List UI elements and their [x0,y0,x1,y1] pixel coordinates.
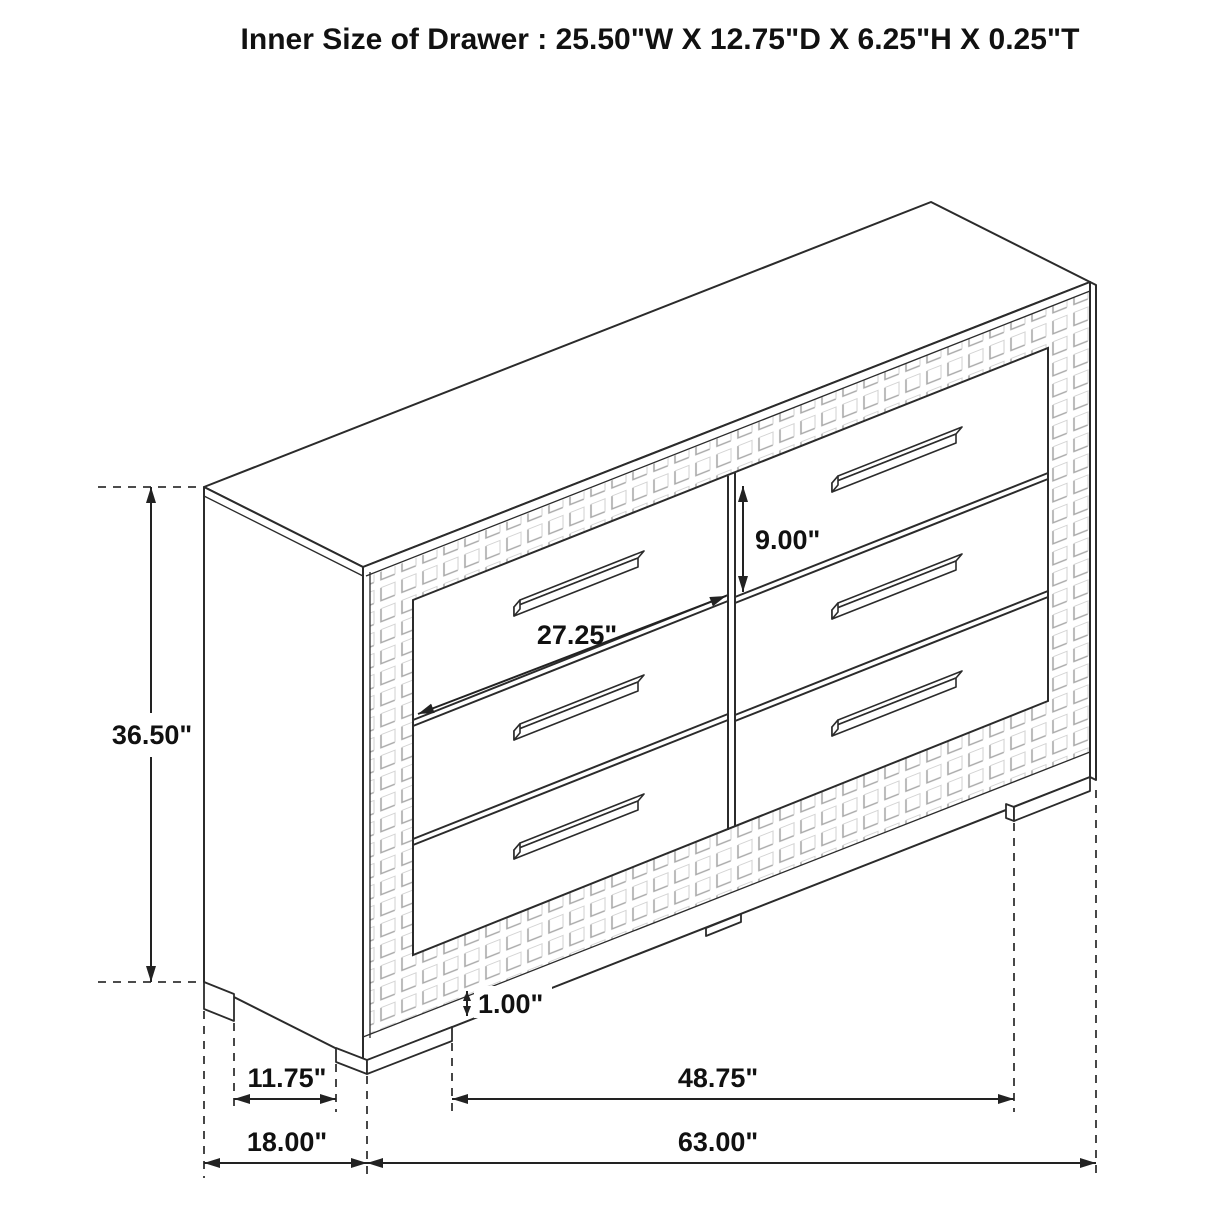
right-side-edge [1090,282,1096,780]
dim-depth [204,1127,367,1163]
dim-height [112,487,192,982]
front-right-foot-side [1006,804,1014,821]
dim-height-label: 36.50" [111,720,193,750]
dim-base-clearance [467,986,552,1019]
dim-drawer-width-label: 27.25" [536,620,618,650]
dim-depth-label: 18.00" [246,1127,328,1157]
left-side-panel [204,487,363,1062]
dim-width [367,1127,1096,1163]
dim-drawer-height-label: 9.00" [755,525,821,555]
dim-width-label: 63.00" [677,1127,759,1157]
dim-front-foot-span-label: 48.75" [677,1063,759,1093]
page-title: Inner Size of Drawer : 25.50"W X 12.75"D X 6.25"H X 0.25"T [240,23,1080,56]
dim-base-clearance-label: 1.00" [478,989,544,1019]
dim-side-foot-span-label: 11.75" [247,1063,327,1093]
dim-front-foot-span [452,1063,1014,1099]
dim-side-foot-span [234,1063,336,1099]
dresser-body [204,202,1096,1074]
